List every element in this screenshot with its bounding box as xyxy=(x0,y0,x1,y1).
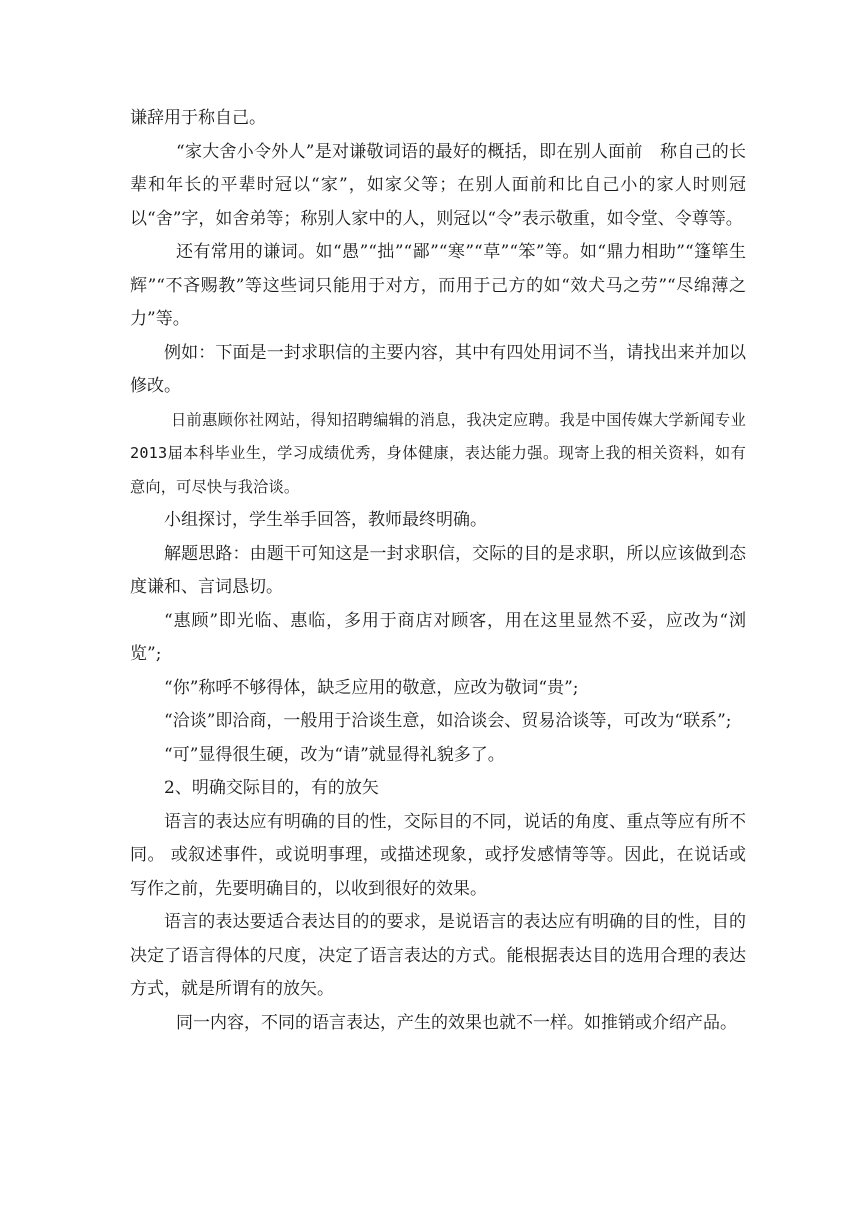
paragraph-humble-words: 谦辞用于称自己。 xyxy=(130,108,266,128)
section-heading-purpose: 2、明确交际目的，有的放矢 xyxy=(164,778,379,798)
paragraph-purpose-1: 语言的表达应有明确的目的性，交际目的不同，说话的角度、重点等应有所不同。 或叙述事件，或说明事理，或描述现象，或抒发感情等等。因此，在说话或写作之前，先要明确目的，以收到很好的效果。 xyxy=(130,811,746,899)
paragraph-correction-ni: “你”称呼不够得体，缺乏应用的敬意，应改为敬词“贵”; xyxy=(164,677,579,698)
paragraph-jia-she-ling: “家大舍小令外人”是对谦敬词语的最好的概括，即在别人面前 称自己的长辈和年长的平辈时冠以“家”，如家父等；在别人面前和比自己小的家人时则冠以“舍”字，如舍弟等；称别人家中的人，则冠以“令”表示敬重，如令堂、令尊等。 xyxy=(130,141,746,229)
paragraph-purpose-2: 语言的表达要适合表达目的的要求，是说语言的表达应有明确的目的性，目的决定了语言得体的尺度，决定了语言表达的方式。能根据表达目的选用合理的表达方式，就是所谓有的放矢。 xyxy=(130,912,746,999)
paragraph-correction-qiatan: “洽谈”即洽商，一般用于洽谈生意，如洽谈会、贸易洽谈等，可改为“联系”; xyxy=(164,711,732,731)
paragraph-same-content: 同一内容，不同的语言表达，产生的效果也就不一样。如推销或介绍产品。 xyxy=(176,1012,737,1033)
paragraph-solution-idea: 解题思路：由题干可知这是一封求职信，交际的目的是求职，所以应该做到态度谦和、言词恳切。 xyxy=(130,543,746,597)
paragraph-group-discussion: 小组探讨，学生举手回答，教师最终明确。 xyxy=(164,510,487,530)
paragraph-correction-huigu: “惠顾”即光临、惠临，多用于商店对顾客，用在这里显然不妥，应改为“浏览”; xyxy=(130,610,746,664)
paragraph-example-intro: 例如：下面是一封求职信的主要内容，其中有四处用词不当，请找出来并加以修改。 xyxy=(130,342,746,396)
paragraph-common-humble-words: 还有常用的谦词。如“愚”“拙”“鄙”“寒”“草”“笨”等。如“鼎力相助”“篷筚生辉”“不吝赐教”等这些词只能用于对方，而用于己方的如“效犬马之劳”“尽绵薄之力”等。 xyxy=(130,242,746,329)
paragraph-correction-ke: “可”显得很生硬，改为“请”就显得礼貌多了。 xyxy=(164,744,505,765)
paragraph-job-letter: 日前惠顾你社网站，得知招聘编辑的消息，我决定应聘。我是中国传媒大学新闻专业2013届本科毕业生，学习成绩优秀，身体健康，表达能力强。现寄上我的相关资料，如有意向，可尽快与我洽谈。 xyxy=(130,410,746,496)
document-page xyxy=(130,102,746,1040)
